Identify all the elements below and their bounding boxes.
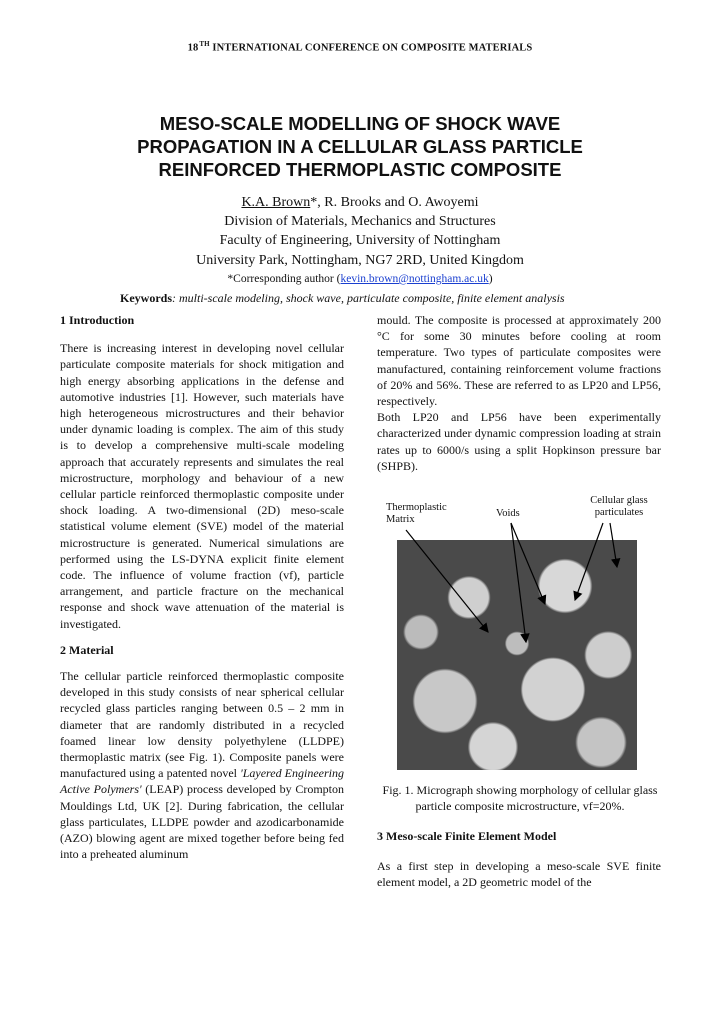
section-heading-material: 2 Material (60, 642, 114, 657)
arrow-glass-1 (575, 523, 603, 600)
corr-email-link[interactable]: kevin.brown@nottingham.ac.uk (340, 272, 489, 285)
section-heading-introduction: 1 Introduction (60, 313, 135, 327)
first-author: K.A. Brown (241, 195, 311, 210)
title-line-2: PROPAGATION IN A CELLULAR GLASS PARTICLE (137, 136, 583, 157)
title-line-1: MESO-SCALE MODELLING OF SHOCK WAVE (159, 113, 561, 134)
title-line-3: REINFORCED THERMOPLASTIC COMPOSITE (158, 159, 562, 180)
header-number: 18 (187, 42, 199, 54)
material-paragraph-continued: mould. The composite is processed at approximately 200 °C for some 30 minutes before cooling at room temperature. Two types of particulate composites were manufactured, containing reinforcement volume fractions of 20% and 56%. These are referred to as LP20 and LP56, respectively. (377, 313, 661, 409)
arrow-matrix (406, 530, 488, 632)
corr-suffix: ) (488, 272, 493, 285)
other-authors: *, R. Brooks and O. Awoyemi (310, 195, 479, 210)
header-text: INTERNATIONAL CONFERENCE ON COMPOSITE MATERIALS (209, 42, 533, 54)
keywords-label: Keywords (120, 291, 172, 305)
keywords-text: : multi-scale modeling, shock wave, particulate composite, finite element analysis (172, 291, 565, 305)
material-text-italic: 'Layered Engineering Active Polymers' (60, 766, 344, 797)
arrow-glass-2 (610, 523, 617, 567)
affiliation-line-1: Division of Materials, Mechanics and Structures (224, 214, 496, 230)
material-text-2: (LEAP) process developed by Crompton Mouldings Ltd, UK [2]. During fabrication, the cellular glass particulates, LLDPE powder and azodicarbonamide (AZO) blowing agent are mixed together before being fed into a preheated aluminum (60, 782, 344, 862)
header-superscript: TH (199, 40, 210, 48)
right-column-bottom (377, 828, 661, 891)
affiliation-line-2: Faculty of Engineering, University of Nottingham (219, 233, 501, 249)
shpb-paragraph: Both LP20 and LP56 have been experimentally characterized under dynamic compression loading at strain rates up to 6000/s using a split Hopkinson pressure bar (SHPB). (377, 410, 661, 473)
figure-label-matrix: Thermoplastic Matrix (386, 502, 447, 525)
figure-label-voids: Voids (496, 508, 520, 519)
figure-label-glass: Cellular glass particulates (590, 495, 648, 518)
material-text-1: The cellular particle reinforced thermoplastic composite developed in this study consists of near spherical cellular recycled glass particles ranging between 0.5 – 2 mm in diameter that are randomly distributed in a recycled foamed linear low density polyethylene (LLDPE) thermoplastic matrix (see Fig. 1). Composite panels were manufactured using a patented novel (60, 669, 344, 781)
corr-prefix: *Corresponding author ( (227, 272, 341, 285)
fe-model-paragraph: As a first step in developing a meso-scale SVE finite element model, a 2D geometric model of the (377, 859, 661, 890)
section-heading-fe-model: 3 Meso-scale Finite Element Model (377, 829, 557, 843)
affiliation-line-3: University Park, Nottingham, NG7 2RD, United Kingdom (196, 252, 524, 268)
introduction-paragraph: There is increasing interest in developing novel cellular particulate composite materials for shock mitigation and high energy absorbing applications in the defense and automotive industries [1]. However, such materials have high heterogeneous microstructures and their behavior under dynamic loading is complex. The aim of this study is to develop a comprehensive multi-scale modeling approach that accurately represents and simulates the real microstructure, morphology and behaviour of a new cellular particle reinforced thermoplastic composite under shock loading. A two-dimensional (2D) meso-scale statistical volume element (SVE) model of the material microstructure is generated. Numerical simulations are performed using the LS-DYNA explicit finite element code. The influence of volume fraction (vf), particle arrangement, and particle fracture on the mechanical response and shock wave attenuation of the material is investigated. (60, 341, 344, 631)
figure-caption: Fig. 1. Micrograph showing morphology of cellular glass particle composite microstructure, vf=20%. (382, 783, 658, 813)
